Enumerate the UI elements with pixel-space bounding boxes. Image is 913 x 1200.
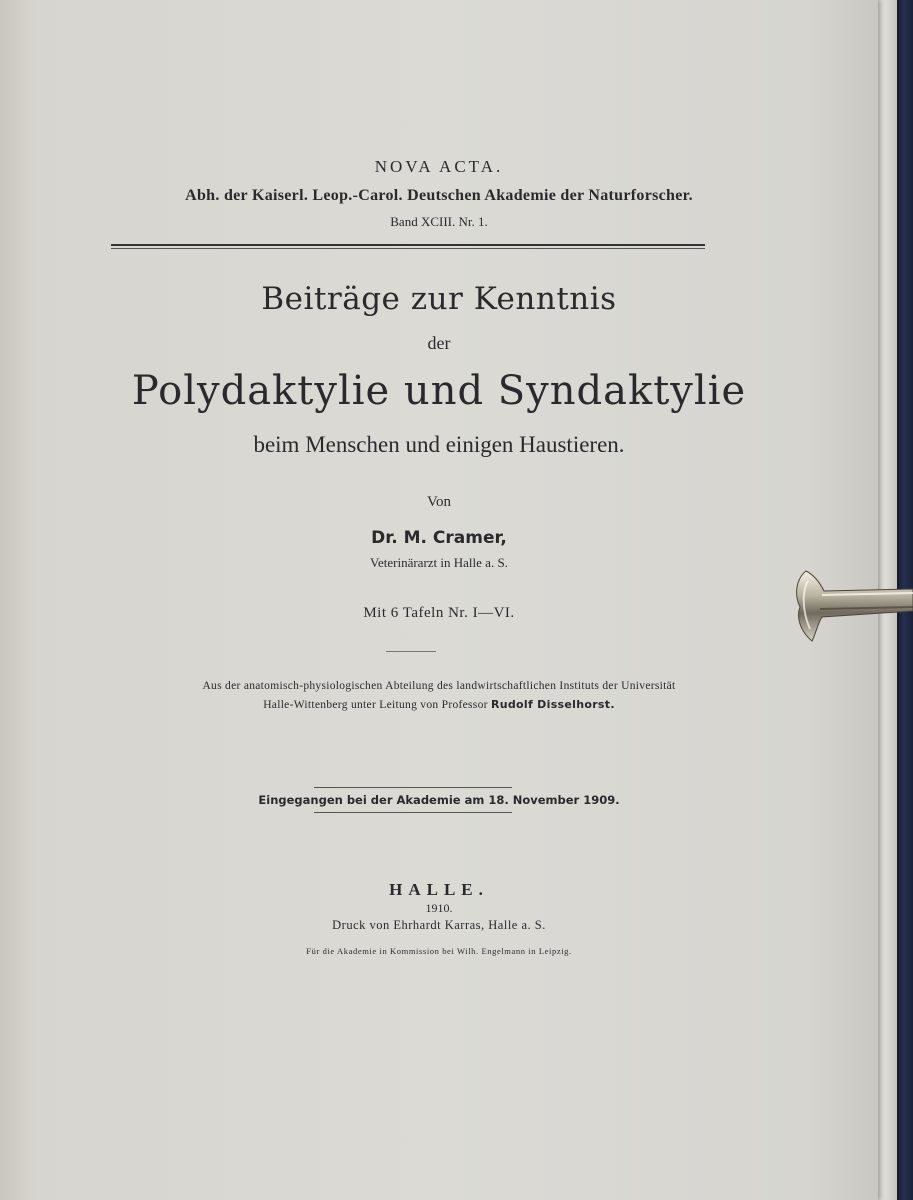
received-date: Eingegangen bei der Akademie am 18. November 1909. [258,793,620,807]
divider [386,651,436,652]
received-rule-top [314,787,512,788]
metal-binder-clip-icon [792,565,913,643]
series-title: NOVA ACTA. [374,157,504,176]
subtitle: beim Menschen und einigen Haustieren. [253,432,625,457]
plates-note: Mit 6 Tafeln Nr. I—VI. [363,605,515,621]
author-position: Veterinärarzt in Halle a. S. [370,555,508,570]
imprint-city: HALLE. [389,880,489,899]
title-line-2: der [427,333,451,353]
main-title: Polydaktylie und Syndaktylie [131,368,747,414]
academy-name: Abh. der Kaiserl. Leop.-Carol. Deutschen Akademie der Naturforscher. [185,187,693,204]
imprint-printer: Druck von Ehrhardt Karras, Halle a. S. [332,918,546,932]
received-rule-bottom [314,812,512,813]
title-line-1: Beiträge zur Kenntnis [261,281,617,317]
volume-number: Band XCIII. Nr. 1. [390,214,488,229]
imprint-year: 1910. [425,901,453,915]
author-name: Dr. M. Cramer, [371,528,507,548]
imprint-commission: Für die Akademie in Kommission bei Wilh. Engelmann in Leipzig. [306,946,572,956]
institute-line-2-text: Halle-Wittenberg unter Leitung von Professor [263,699,488,711]
professor-name: Rudolf Disselhorst. [490,698,615,711]
institute-line-2 [0,698,878,711]
header-rule [111,244,705,246]
by-label: Von [427,494,451,510]
institute-line-1: Aus der anatomisch-physiologischen Abteilung des landwirtschaftlichen Instituts der Universität [202,680,676,692]
